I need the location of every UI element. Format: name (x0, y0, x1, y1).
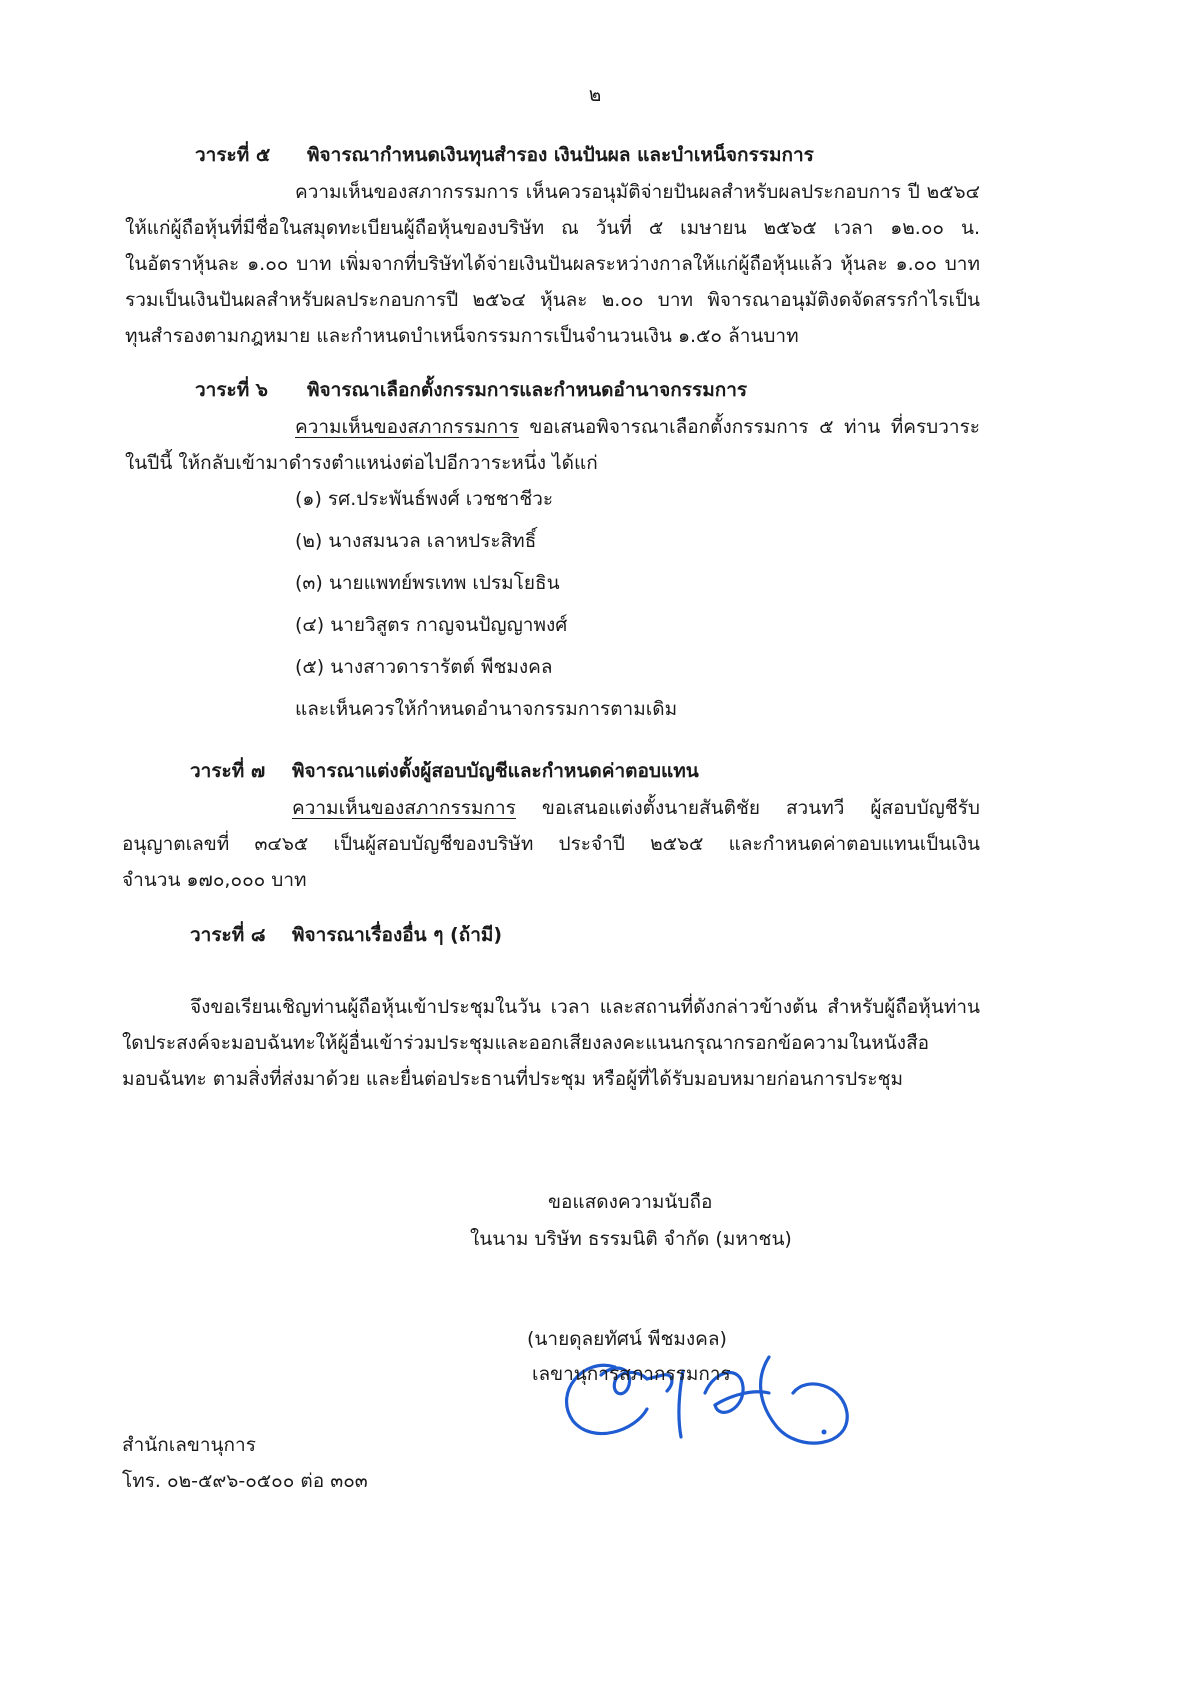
agenda6-line: ในปีนี้ ให้กลับเข้ามาดำรงตำแหน่งต่อไปอีกวาระหนึ่ง ได้แก่ (125, 452, 598, 474)
agenda6-title: พิจารณาเลือกตั้งกรรมการและกำหนดอำนาจกรรมการ (307, 379, 748, 401)
agenda7-heading (190, 759, 699, 783)
agenda8-title: พิจารณาเรื่องอื่น ๆ (ถ้ามี) (292, 924, 503, 946)
nominee-item: (๑) รศ.ประพันธ์พงศ์ เวชชาชีวะ (295, 488, 554, 510)
agenda8-number: วาระที่ ๘ (190, 924, 266, 946)
agenda7-number: วาระที่ ๗ (190, 760, 266, 782)
agenda6-line1-rest: ขอเสนอพิจารณาเลือกตั้งกรรมการ ๕ ท่าน ที่ครบวาระ (529, 416, 980, 438)
nominee-item: (๔) นายวิสูตร กาญจนปัญญาพงศ์ (295, 614, 568, 636)
agenda7-opinion-label: ความเห็นของสภากรรมการ (292, 797, 516, 819)
agenda5-title: พิจารณากำหนดเงินทุนสำรอง เงินปันผล และบำเหน็จกรรมการ (307, 144, 814, 166)
signatory-position: เลขานุการสภากรรมการ (532, 1363, 731, 1385)
agenda5-line: รวมเป็นเงินปันผลสำหรับผลประกอบการปี ๒๕๖๔ หุ้นละ ๒.๐๐ บาท พิจารณาอนุมัติงดจัดสรรกำไรเป็น (125, 289, 980, 311)
agenda6-heading (195, 378, 747, 402)
agenda7-line: จำนวน ๑๗๐,๐๐๐ บาท (122, 869, 307, 891)
agenda5-line: ทุนสำรองตามกฎหมาย และกำหนดบำเหน็จกรรมการเป็นจำนวนเงิน ๑.๕๐ ล้านบาท (125, 325, 799, 347)
nominee-item: (๕) นางสาวดารารัตต์ พีชมงคล (295, 656, 553, 678)
invitation-line: จึงขอเรียนเชิญท่านผู้ถือหุ้นเข้าประชุมในวัน เวลา และสถานที่ดังกล่าวข้างต้น สำหรับผู้ถือหุ้นท่าน (190, 996, 980, 1018)
signature-image (555, 1335, 900, 1480)
agenda6-closing: และเห็นควรให้กำหนดอำนาจกรรมการตามเดิม (295, 698, 678, 720)
agenda5-line: ในอัตราหุ้นละ ๑.๐๐ บาท เพิ่มจากที่บริษัทได้จ่ายเงินปันผลระหว่างกาลให้แก่ผู้ถือหุ้นแล้ว หุ้นละ ๑.๐๐ บาท (125, 253, 980, 275)
agenda5-line: ความเห็นของสภากรรมการ เห็นควรอนุมัติจ่ายปันผลสำหรับผลประกอบการ ปี ๒๕๖๔ (295, 181, 980, 203)
office-name: สำนักเลขานุการ (122, 1434, 256, 1456)
agenda7-title: พิจารณาแต่งตั้งผู้สอบบัญชีและกำหนดค่าตอบแทน (292, 760, 699, 782)
signatory-name: (นายดุลยทัศน์ พีชมงคล) (527, 1328, 727, 1350)
closing-regards: ขอแสดงความนับถือ (548, 1191, 713, 1213)
agenda7-line: อนุญาตเลขที่ ๓๔๖๕ เป็นผู้สอบบัญชีของบริษัท ประจำปี ๒๕๖๕ และกำหนดค่าตอบแทนเป็นเงิน (122, 833, 980, 855)
agenda6-opinion-label: ความเห็นของสภากรรมการ (295, 416, 519, 438)
agenda8-heading (190, 923, 502, 947)
agenda6-line (295, 415, 980, 439)
agenda7-line1-rest: ขอเสนอแต่งตั้งนายสันติชัย สวนทวี ผู้สอบบัญชีรับ (541, 797, 980, 819)
page-number: ๒ (588, 84, 602, 106)
invitation-line: ใดประสงค์จะมอบฉันทะให้ผู้อื่นเข้าร่วมประชุมและออกเสียงลงคะแนนกรุณากรอกข้อความในหนังสือ (122, 1032, 930, 1054)
contact-phone: โทร. ๐๒-๕๙๖-๐๕๐๐ ต่อ ๓๐๓ (122, 1470, 368, 1492)
invitation-line: มอบฉันทะ ตามสิ่งที่ส่งมาด้วย และยื่นต่อประธานที่ประชุม หรือผู้ที่ได้รับมอบหมายก่อนการประชุม (122, 1068, 903, 1090)
nominee-item: (๓) นายแพทย์พรเทพ เปรมโยธิน (295, 572, 560, 594)
agenda6-number: วาระที่ ๖ (195, 379, 268, 401)
nominee-item: (๒) นางสมนวล เลาหประสิทธิ์ (295, 530, 537, 552)
agenda5-heading (195, 143, 814, 167)
agenda5-line: ให้แก่ผู้ถือหุ้นที่มีชื่อในสมุดทะเบียนผู้ถือหุ้นของบริษัท ณ วันที่ ๕ เมษายน ๒๕๖๕ เวลา ๑๒.๐๐ น. (125, 217, 980, 239)
agenda5-number: วาระที่ ๕ (195, 144, 271, 166)
on-behalf-of: ในนาม บริษัท ธรรมนิติ จำกัด (มหาชน) (470, 1228, 792, 1250)
agenda7-line (292, 796, 980, 820)
